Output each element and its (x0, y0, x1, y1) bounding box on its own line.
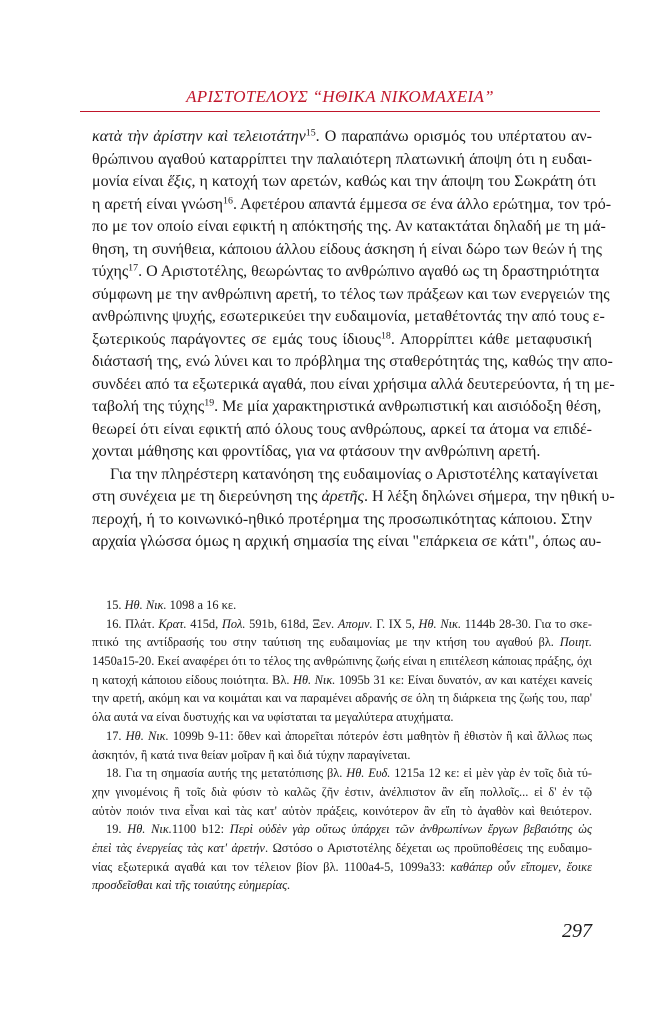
text-span: μονία είναι (92, 173, 168, 190)
text-span: στη συνέχεια με τη διερεύνηση της (92, 488, 322, 505)
text-line (92, 802, 592, 821)
text-line (92, 764, 592, 783)
running-header: ΑΡΙΣΤΟΤΕΛΟΥΣ “ΗΘΙΚΑ ΝΙΚΟΜΑΧΕΙΑ” (186, 87, 494, 106)
text-line (92, 261, 600, 284)
text-span: 1098 a 16 κε. (166, 598, 237, 612)
text-line (92, 858, 592, 877)
text-span: . Ο παραπάνω ορισμός του υπέρτατου αν- (315, 128, 592, 145)
italic-text: Ηθ. Νικ. (127, 822, 172, 837)
text-line (92, 746, 592, 765)
text-span: νίας εξωτερικά αγαθά και τον τέλειον βίον βλ. 1100a4-5, 1099a33: (92, 859, 451, 874)
text-span: 1099b 9-11: ὅθεν καὶ ἀπορεῖται πότερόν ἐστι μαθητὸν ἢ ἐθιστὸν ἢ καὶ ἄλλως πως (168, 728, 593, 743)
text-span: . Ωστόσο ο Αριστοτέλης δέχεται ως προϋποθέσεις της ευδαιμο- (264, 840, 592, 855)
text-line (92, 374, 615, 397)
text-line (92, 396, 602, 419)
text-line (92, 727, 592, 746)
footnote-ref: 15 (305, 127, 316, 139)
page-number: 297 (562, 920, 592, 942)
text-span: θρώπινου αγαθού καταρρίπτει την παλαιότερη πλατωνική άποψη ότι η ευδαι- (92, 150, 592, 168)
italic-text: Ηθ. Νικ. (124, 598, 167, 612)
italic-text: προσδεῖσθαι καὶ τῆς τοιαύτης εὐημερίας. (92, 878, 291, 893)
text-span: . Ο Αριστοτέλης, θεωρώντας το ανθρώπινο αγαθό ως τη δραστηριότητα (138, 263, 600, 280)
text-line (92, 820, 592, 839)
italic-text: κατὰ τὴν ἀρίστην καὶ τελειοτάτην (92, 128, 306, 145)
footnote-ref: 19 (204, 397, 215, 409)
italic-text: ἀρετῆς (321, 488, 364, 505)
text-span: χην γινομένοις ἢ τοῖς διὰ φύσιν τὸ καλῶς ζῆν ἐστιν, ἀνέλπιστον ἂν εἴη πολλοῖς... εἰ δ' ἐν τῷ (92, 784, 592, 799)
text-span: 17. (106, 728, 126, 743)
text-span: ἀσκητόν, ἢ κατά τινα θείαν μοῖραν ἢ καὶ διά τύχην παραγίνεται. (92, 747, 411, 762)
text-line (92, 708, 592, 727)
text-line (92, 441, 592, 464)
text-span: 1095b 31 κε: Είναι δυνατόν, αν και κατέχει κανείς (335, 672, 592, 687)
text-line (92, 689, 592, 708)
text-span: συνδέει από τα εξωτερικά αγαθά, που είναι χρήσιμα αλλά δευτερεύοντα, ή τη με- (92, 375, 615, 393)
text-span: πο με τον οποίο είναι εφικτή η απόκτησής της. Αν κατακτάται δηλαδή με τη μά- (92, 218, 606, 235)
text-line (92, 486, 615, 509)
text-line (92, 839, 592, 858)
text-line (92, 633, 592, 652)
text-line (92, 419, 592, 442)
text-span: 1450a15-20. Εκεί αναφέρει ότι το τέλος της ανθρώπινης ζωής είναι η επιτέλεση κάποιας πράξης, όχι (92, 654, 592, 669)
text-span: η αρετή είναι γνώση (92, 195, 224, 213)
italic-text: ἕξις (167, 173, 192, 190)
footnote-ref: 18 (380, 330, 391, 342)
italic-text: Πολ. (221, 616, 246, 631)
text-span: χονται μάθησης και φροντίδας, για να φτάσουν την ανθρώπινη αρετή. (92, 443, 541, 460)
text-span: , η κατοχή των αρετών, καθώς και την άποψη του Σωκράτη ότι (191, 173, 597, 190)
italic-text: Ηθ. Ευδ. (346, 766, 391, 781)
italic-text: καθάπερ οὖν εἴπομεν, ἔοικε (450, 859, 593, 874)
text-span: τύχης (92, 263, 129, 280)
text-line (92, 464, 598, 487)
text-line (92, 306, 605, 329)
text-span: αρχαία γλώσσα όμως η αρχική σημασία της είναι "επάρκεια σε κάτι", όπως αυ- (92, 533, 602, 550)
footnote-ref: 17 (128, 262, 139, 274)
text-span: ταβολή της τύχης (92, 398, 205, 415)
text-span: 415d, (186, 616, 222, 631)
text-line (92, 531, 602, 554)
text-span: αὐτὸν ποιόν τινα εἶναι καὶ τὰς κατ' αὐτὸν πράξεις, κοινότερον ἂν εἴη τὸ ἀγαθὸν καὶ θειότερον. (92, 803, 592, 818)
text-span: Γ. IX 5, (372, 616, 419, 631)
text-span: ξωτερικούς παράγοντες σε εμάς τους ίδιους (92, 330, 381, 348)
text-line (92, 615, 592, 634)
footnote-ref: 16 (223, 195, 233, 207)
text-span: 591b, 618d, Ξεν. (245, 616, 338, 631)
text-line (92, 216, 606, 239)
text-span: 1144b 28-30. Για το σκε- (461, 616, 592, 631)
text-span: ανθρώπινης ψυχής, εσωτερικεύει την ευδαιμονία, μεταθέτοντάς την από τους ε- (92, 308, 605, 325)
text-span: 1100 b12: (171, 822, 230, 837)
text-span: την αρετή, ακόμη και να κοιμάται και να παραμένει αδρανής σε όλη τη διάρκεια της ζωής του, παρ' (92, 691, 592, 706)
text-span: 1215a 12 κε: εἰ μὲν γὰρ ἐν τοῖς διὰ τύ- (390, 766, 592, 781)
text-line (92, 329, 592, 352)
text-span: 18. Για τη σημασία αυτής της μετατόπισης βλ. (106, 766, 347, 781)
text-span: θεωρεί ότι είναι εφικτή από όλους τους ανθρώπους, αρκεί τα άτομα να επιδέ- (92, 420, 592, 438)
text-span: περοχή, ή το κοινωνικό-ηθικό προτέρημα της προσωπικότητας κάποιου. Στην (92, 510, 592, 528)
main-text (92, 126, 615, 554)
text-line (92, 239, 602, 262)
text-span: η κατοχή κάποιου είδους ποιότητα. Βλ. (92, 672, 293, 687)
header-rule (80, 111, 600, 112)
text-line (92, 509, 592, 532)
text-line (92, 126, 592, 149)
text-line (92, 652, 592, 671)
italic-text: ἐπεὶ τὰς ἐνεργείας τὰς κατ' ἀρετήν (92, 840, 265, 855)
text-span: . Απορρίπτει κάθε μεταφυσική (390, 330, 593, 348)
text-line (92, 876, 592, 895)
text-span: 15. (106, 598, 125, 612)
text-span: 16. Πλάτ. (106, 616, 159, 631)
text-span: Για την πληρέστερη κατανόηση της ευδαιμονίας ο Αριστοτέλης καταγίνεται (110, 465, 598, 483)
text-line (92, 351, 613, 374)
text-span: 19. (106, 822, 128, 837)
italic-text: Ηθ. Νικ. (293, 672, 336, 687)
text-line (92, 783, 592, 802)
text-line (92, 671, 592, 690)
text-span: θηση, τη συνήθεια, κάποιου άλλου είδους άσκηση ή είναι δώρο των θεών ή της (92, 240, 602, 258)
italic-text: Κρατ. (158, 616, 187, 631)
text-span: σύμφωνη με την ανθρώπινη αρετή, το τέλος των πράξεων και των ενεργειών της (92, 285, 610, 303)
text-span: πτικό της αντίδρασής του στην ταύτιση της ευδαιμονίας με την κτήση του αγαθού βλ. (92, 635, 560, 650)
text-line (92, 194, 612, 217)
text-span: . Με μία χαρακτηριστικά ανθρωπιστική και αισιόδοξη θέση, (214, 398, 602, 415)
italic-text: Ηθ. Νικ. (125, 728, 169, 743)
text-span: διάστασή της, ενώ λύνει και το πρόβλημα της σταθερότητάς της, καθώς την απο- (92, 353, 613, 370)
text-span: όλα αυτά να είναι δυστυχής και να υφίσταται τα μεγαλύτερα ατυχήματα. (92, 710, 454, 725)
italic-text: Ποιητ. (559, 635, 592, 650)
italic-text: Περὶ οὐδὲν γὰρ οὕτως ὑπάρχει τῶν ἀνθρωπίνων ἔργων βεβαιότης ὡς (229, 822, 593, 837)
text-line (92, 171, 597, 194)
italic-text: Ηθ. Νικ. (418, 616, 462, 631)
text-line (92, 596, 592, 615)
text-line (92, 284, 610, 307)
text-line (92, 149, 592, 172)
footnotes (92, 596, 592, 895)
text-span: . Αφετέρου απαντά έμμεσα σε ένα άλλο ερώτημα, τον τρό- (232, 195, 612, 213)
text-span: . Η λέξη δηλώνει σήμερα, την ηθική υ- (363, 488, 615, 505)
italic-text: Απομν. (337, 616, 373, 631)
